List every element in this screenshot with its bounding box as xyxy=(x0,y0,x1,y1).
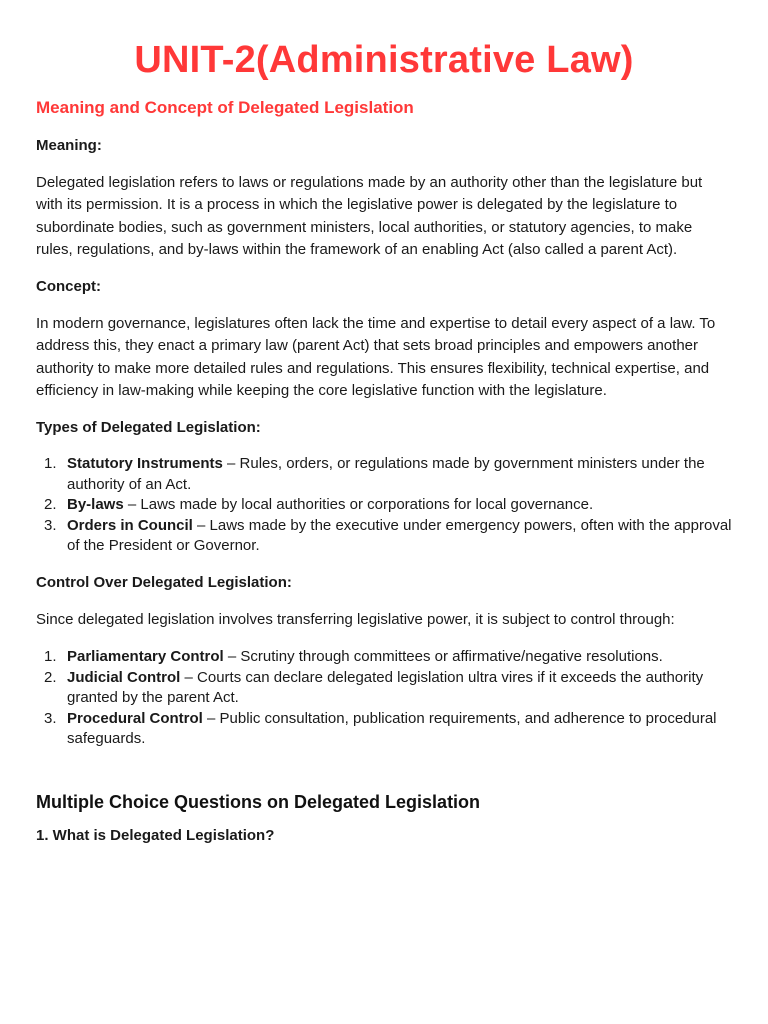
list-item xyxy=(36,668,732,709)
concept-label: Concept: xyxy=(36,278,101,296)
list-term: Parliamentary Control xyxy=(67,648,224,666)
list-number: 3. xyxy=(44,709,57,727)
list-number: 1. xyxy=(44,455,57,473)
list-item xyxy=(36,709,732,750)
page-title: UNIT-2(Administrative Law) xyxy=(134,39,634,81)
concept-paragraph: In modern governance, legislatures often lack the time and expertise to detail every aspect of a law. To address this, they enact a primary law (parent Act) that sets broad principles and empowers another authority to make more detailed rules and regulations. This ensures flexibility, technical expertise, and efficiency in law-making while keeping the core legislative function with the legislature. xyxy=(36,315,716,400)
list-desc: – Laws made by the executive under emergency powers, often with the approval of the President or Governor. xyxy=(67,516,732,555)
list-item xyxy=(36,495,732,516)
list-term: Statutory Instruments xyxy=(67,455,223,473)
control-intro: Since delegated legislation involves transferring legislative power, it is subject to control through: xyxy=(36,610,675,628)
list-term: Procedural Control xyxy=(67,709,203,727)
list-item xyxy=(36,454,732,495)
list-item xyxy=(36,647,732,668)
list-number: 2. xyxy=(44,668,57,686)
list-number: 1. xyxy=(44,648,57,666)
types-list xyxy=(36,454,732,557)
list-desc: – Public consultation, publication requirements, and adherence to procedural safeguards. xyxy=(67,709,717,748)
mcq-question: 1. What is Delegated Legislation? xyxy=(36,826,275,844)
control-label: Control Over Delegated Legislation: xyxy=(36,573,292,591)
section-title: Meaning and Concept of Delegated Legislation xyxy=(36,98,414,117)
meaning-paragraph: Delegated legislation refers to laws or regulations made by an authority other than the legislature but with its permission. It is a process in which the legislative power is delegated by the legislature to subordinate bodies, such as government ministers, local authorities, or statutory agencies, to make rules, regulations, and by-laws within the framework of an enabling Act (also called a parent Act). xyxy=(36,174,703,258)
list-term: Judicial Control xyxy=(67,668,181,686)
list-desc: – Laws made by local authorities or corporations for local governance. xyxy=(123,496,594,514)
list-desc: – Scrutiny through committees or affirmative/negative resolutions. xyxy=(223,648,663,666)
types-label: Types of Delegated Legislation: xyxy=(36,419,261,437)
mcq-heading: Multiple Choice Questions on Delegated Legislation xyxy=(36,791,481,812)
list-desc: – Courts can declare delegated legislation ultra vires if it exceeds the authority granted by the parent Act. xyxy=(67,668,704,707)
control-list xyxy=(36,647,732,750)
list-item xyxy=(36,516,732,557)
list-number: 3. xyxy=(44,516,57,534)
list-term: Orders in Council xyxy=(67,516,193,534)
list-desc: – Rules, orders, or regulations made by government ministers under the authority of an Act. xyxy=(67,455,705,493)
list-number: 2. xyxy=(44,496,57,514)
meaning-label: Meaning: xyxy=(36,137,102,154)
list-term: By-laws xyxy=(67,496,124,514)
